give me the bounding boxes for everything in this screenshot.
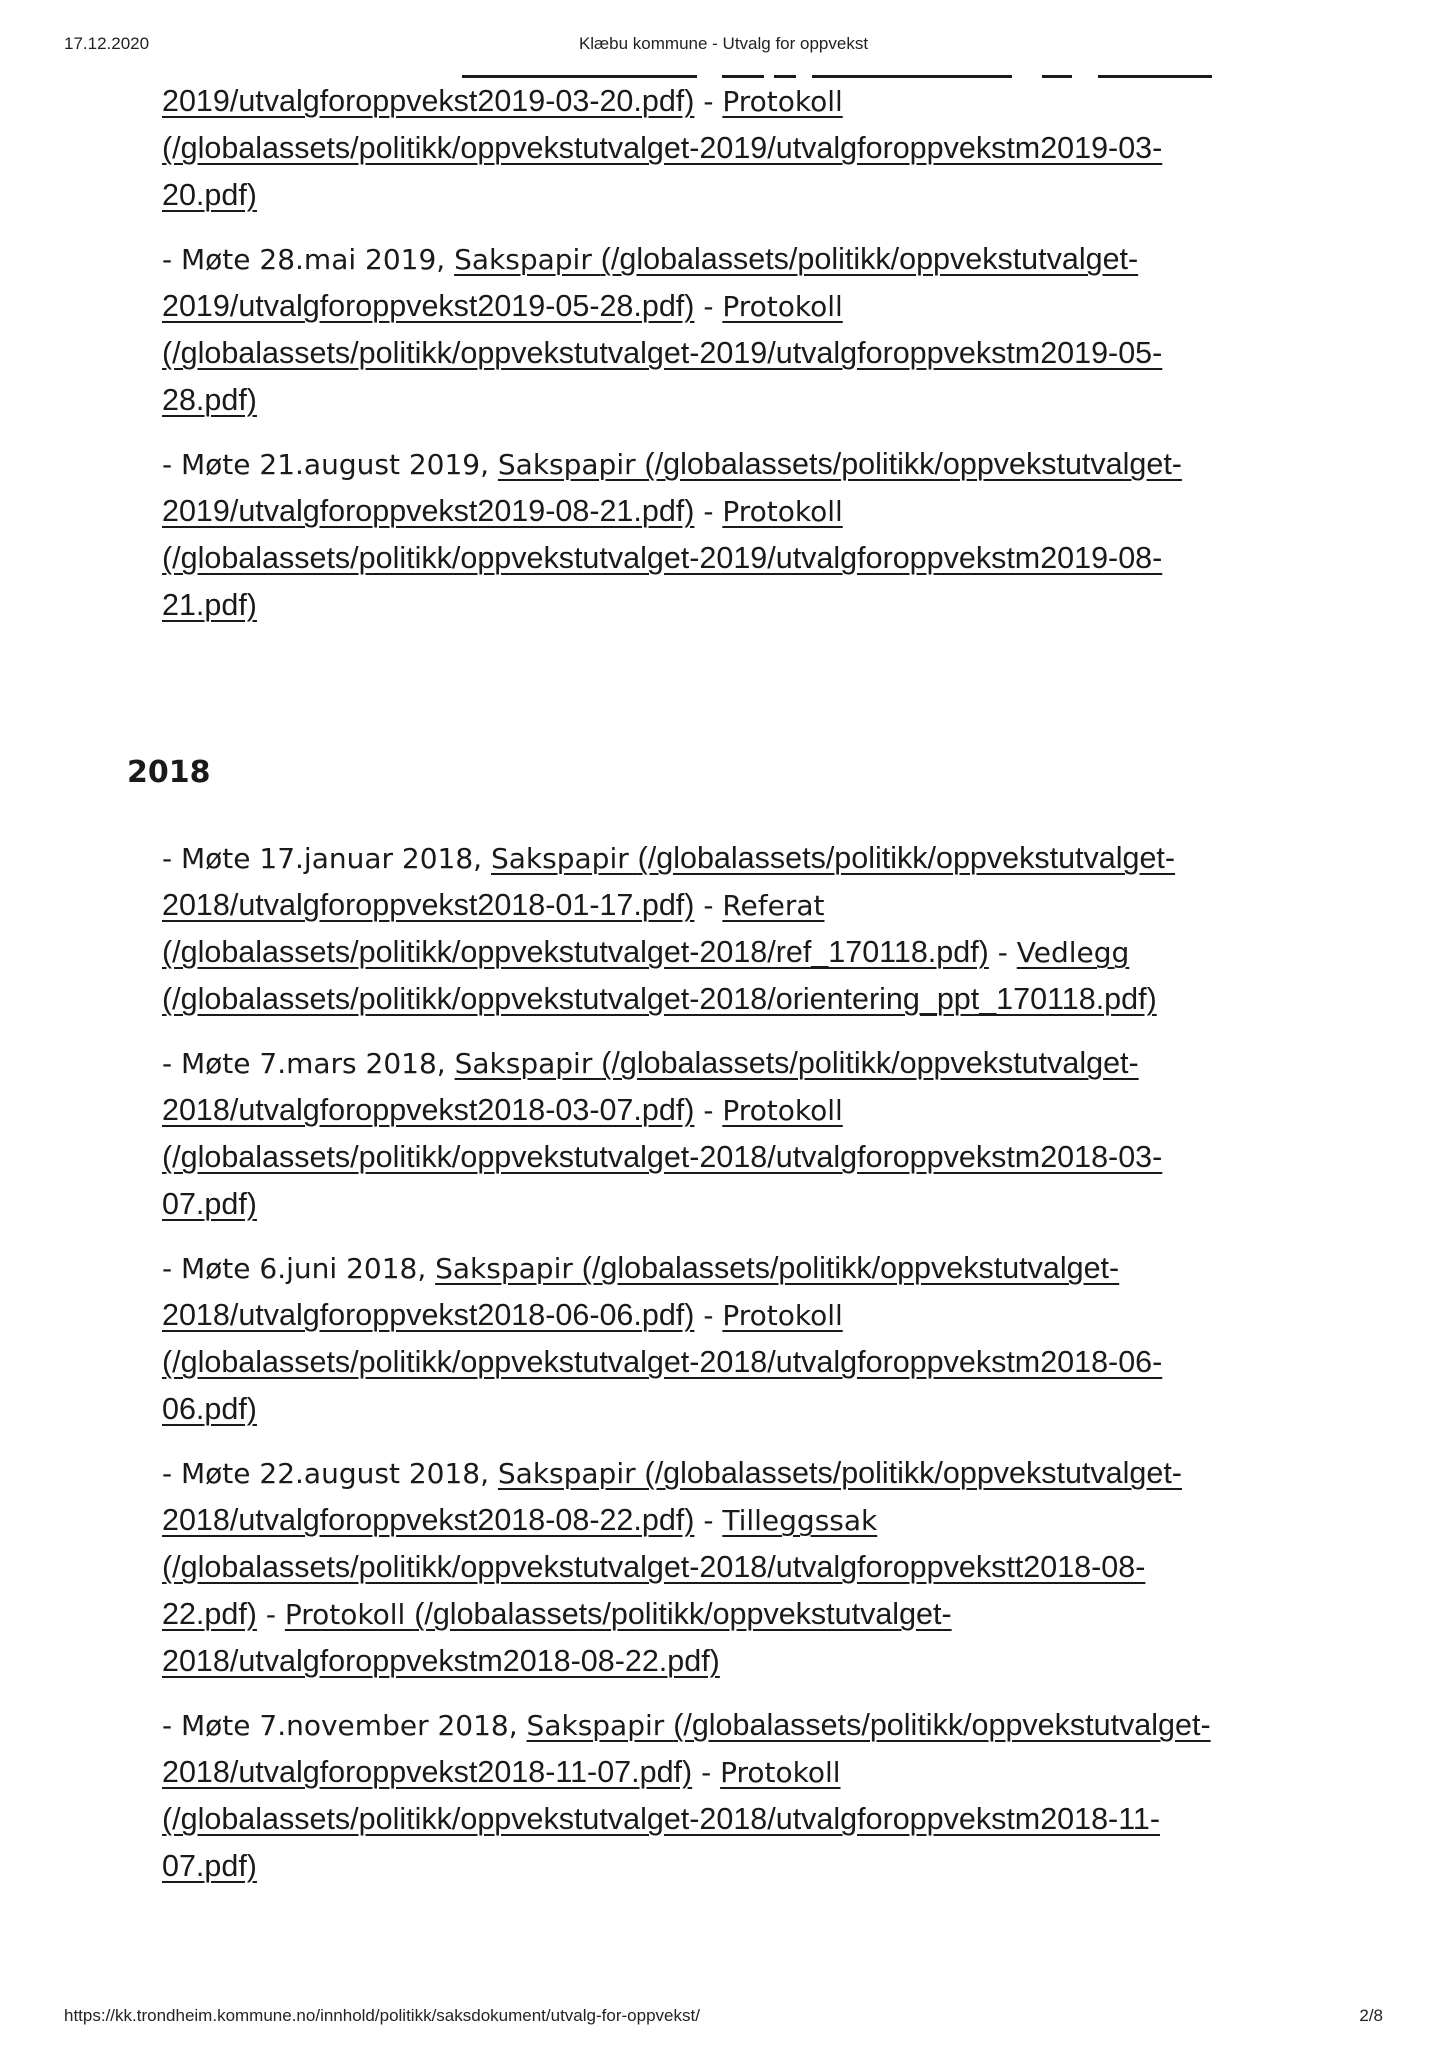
- protokoll-link-path[interactable]: (/globalassets/politikk/oppvekstutvalget-2018/utvalgforoppvekstm2018-06-: [162, 1345, 1163, 1379]
- sakspapir-link-path-end[interactable]: 2018/utvalgforoppvekst2018-08-22.pdf): [162, 1503, 695, 1537]
- print-url: https://kk.trondheim.kommune.no/innhold/politikk/saksdokument/utvalg-for-oppvekst/: [64, 2006, 700, 2025]
- separator: -: [694, 85, 723, 118]
- protokoll-link[interactable]: Protokoll: [722, 1094, 843, 1127]
- sakspapir-link-path[interactable]: (/globalassets/politikk/oppvekstutvalget-: [600, 242, 1139, 276]
- sakspapir-link-path-end[interactable]: 2019/utvalgforoppvekst2019-05-28.pdf): [162, 289, 695, 323]
- vedlegg-link[interactable]: Vedlegg: [1016, 936, 1130, 969]
- protokoll-link[interactable]: Protokoll: [722, 290, 843, 323]
- page-number: 2/8: [1359, 2006, 1383, 2025]
- separator: -: [694, 290, 723, 323]
- sakspapir-link-path-end[interactable]: 2018/utvalgforoppvekst2018-03-07.pdf): [162, 1093, 695, 1127]
- protokoll-link-path-end[interactable]: 06.pdf): [162, 1392, 257, 1426]
- print-header: [64, 34, 1383, 58]
- sakspapir-link[interactable]: Sakspapir: [497, 448, 645, 481]
- meetings-2019-continued: [162, 78, 1262, 646]
- protokoll-link-path-end[interactable]: 20.pdf): [162, 178, 257, 212]
- meeting-date: - Møte 6.juni 2018,: [162, 1252, 436, 1285]
- protokoll-link-path[interactable]: (/globalassets/politikk/oppvekstutvalget-2018/utvalgforoppvekstm2018-11-: [162, 1802, 1161, 1836]
- meeting-entry: [162, 1702, 1262, 1890]
- protokoll-link-path[interactable]: (/globalassets/politikk/oppvekstutvalget-2019/utvalgforoppvekstm2019-05-: [162, 336, 1163, 370]
- protokoll-link[interactable]: Protokoll: [720, 1756, 841, 1789]
- print-page-title: Klæbu kommune - Utvalg for oppvekst: [578, 34, 869, 53]
- meeting-entry: [162, 236, 1262, 424]
- sakspapir-link[interactable]: Sakspapir: [491, 842, 638, 875]
- sakspapir-link-path-end[interactable]: 2019/utvalgforoppvekst2019-08-21.pdf): [162, 494, 695, 528]
- sakspapir-link[interactable]: Sakspapir: [454, 1047, 602, 1080]
- sakspapir-link-path-end[interactable]: 2018/utvalgforoppvekst2018-01-17.pdf): [162, 888, 695, 922]
- separator: -: [694, 1504, 723, 1537]
- meeting-date: - Møte 22.august 2018,: [162, 1457, 498, 1490]
- meeting-date: - Møte 28.mai 2019,: [162, 243, 455, 276]
- protokoll-link[interactable]: Protokoll: [722, 495, 843, 528]
- meeting-date: - Møte 21.august 2019,: [162, 448, 498, 481]
- protokoll-link-path-end[interactable]: 28.pdf): [162, 383, 257, 417]
- referat-link-path[interactable]: (/globalassets/politikk/oppvekstutvalget-2018/ref_170118.pdf): [162, 935, 989, 969]
- sakspapir-link-path-end[interactable]: 2018/utvalgforoppvekst2018-06-06.pdf): [162, 1298, 695, 1332]
- referat-link[interactable]: Referat: [722, 889, 825, 922]
- protokoll-link-path-end[interactable]: 21.pdf): [162, 588, 257, 622]
- separator: -: [692, 1756, 721, 1789]
- separator: -: [694, 495, 723, 528]
- meeting-entry: [162, 1450, 1262, 1685]
- sakspapir-link-path[interactable]: (/globalassets/politikk/oppvekstutvalget-: [637, 841, 1176, 875]
- separator: -: [988, 936, 1017, 969]
- sakspapir-link-path[interactable]: (/globalassets/politikk/oppvekstutvalget-: [601, 1046, 1139, 1080]
- protokoll-link-path-end[interactable]: 07.pdf): [162, 1187, 257, 1221]
- sakspapir-link-path-end[interactable]: 2018/utvalgforoppvekst2018-11-07.pdf): [162, 1755, 693, 1789]
- sakspapir-link-path[interactable]: 2019/utvalgforoppvekst2019-03-20.pdf): [162, 84, 695, 118]
- protokoll-link[interactable]: Protokoll: [722, 85, 843, 118]
- protokoll-link-path[interactable]: (/globalassets/politikk/oppvekstutvalget-2019/utvalgforoppvekstm2019-08-: [162, 541, 1163, 575]
- separator: -: [694, 1094, 723, 1127]
- protokoll-link-path-end[interactable]: 2018/utvalgforoppvekstm2018-08-22.pdf): [162, 1644, 720, 1678]
- vedlegg-link-path[interactable]: (/globalassets/politikk/oppvekstutvalget-2018/orientering_ppt_170118.pdf): [162, 982, 1157, 1016]
- tilleggssak-link[interactable]: Tilleggssak: [722, 1504, 878, 1537]
- sakspapir-link[interactable]: Sakspapir: [435, 1252, 582, 1285]
- sakspapir-link-path[interactable]: (/globalassets/politikk/oppvekstutvalget-: [673, 1708, 1211, 1742]
- separator: -: [694, 1299, 723, 1332]
- meeting-entry: [162, 1040, 1262, 1228]
- sakspapir-link-path[interactable]: (/globalassets/politikk/oppvekstutvalget-: [581, 1251, 1120, 1285]
- meeting-date: - Møte 7.november 2018,: [162, 1709, 527, 1742]
- meeting-date: - Møte 7.mars 2018,: [162, 1047, 455, 1080]
- sakspapir-link[interactable]: Sakspapir: [526, 1709, 674, 1742]
- protokoll-link-path[interactable]: (/globalassets/politikk/oppvekstutvalget-2019/utvalgforoppvekstm2019-03-: [162, 131, 1163, 165]
- sakspapir-link-path[interactable]: (/globalassets/politikk/oppvekstutvalget-: [644, 1456, 1182, 1490]
- meeting-entry: [162, 1245, 1262, 1433]
- meeting-entry: [162, 835, 1262, 1023]
- protokoll-link-path[interactable]: (/globalassets/politikk/oppvekstutvalget-: [414, 1597, 952, 1631]
- protokoll-link[interactable]: Protokoll: [284, 1598, 415, 1631]
- year-heading-2018: 2018: [127, 755, 211, 790]
- separator: -: [694, 889, 723, 922]
- tilleggssak-link-path[interactable]: (/globalassets/politikk/oppvekstutvalget-2018/utvalgforoppvekstt2018-08-: [162, 1550, 1146, 1584]
- meeting-entry: [162, 78, 1262, 219]
- protokoll-link-path[interactable]: (/globalassets/politikk/oppvekstutvalget-2018/utvalgforoppvekstm2018-03-: [162, 1140, 1163, 1174]
- meetings-2018: [162, 835, 1262, 1907]
- meeting-entry: [162, 441, 1262, 629]
- print-footer: [64, 2006, 1383, 2030]
- protokoll-link[interactable]: Protokoll: [722, 1299, 843, 1332]
- meeting-date: - Møte 17.januar 2018,: [162, 842, 491, 875]
- sakspapir-link[interactable]: Sakspapir: [497, 1457, 645, 1490]
- separator: -: [256, 1598, 285, 1631]
- print-date: 17.12.2020: [64, 34, 150, 53]
- sakspapir-link-path[interactable]: (/globalassets/politikk/oppvekstutvalget-: [644, 447, 1182, 481]
- sakspapir-link[interactable]: Sakspapir: [454, 243, 601, 276]
- protokoll-link-path-end[interactable]: 07.pdf): [162, 1849, 257, 1883]
- tilleggssak-link-path-end[interactable]: 22.pdf): [162, 1597, 257, 1631]
